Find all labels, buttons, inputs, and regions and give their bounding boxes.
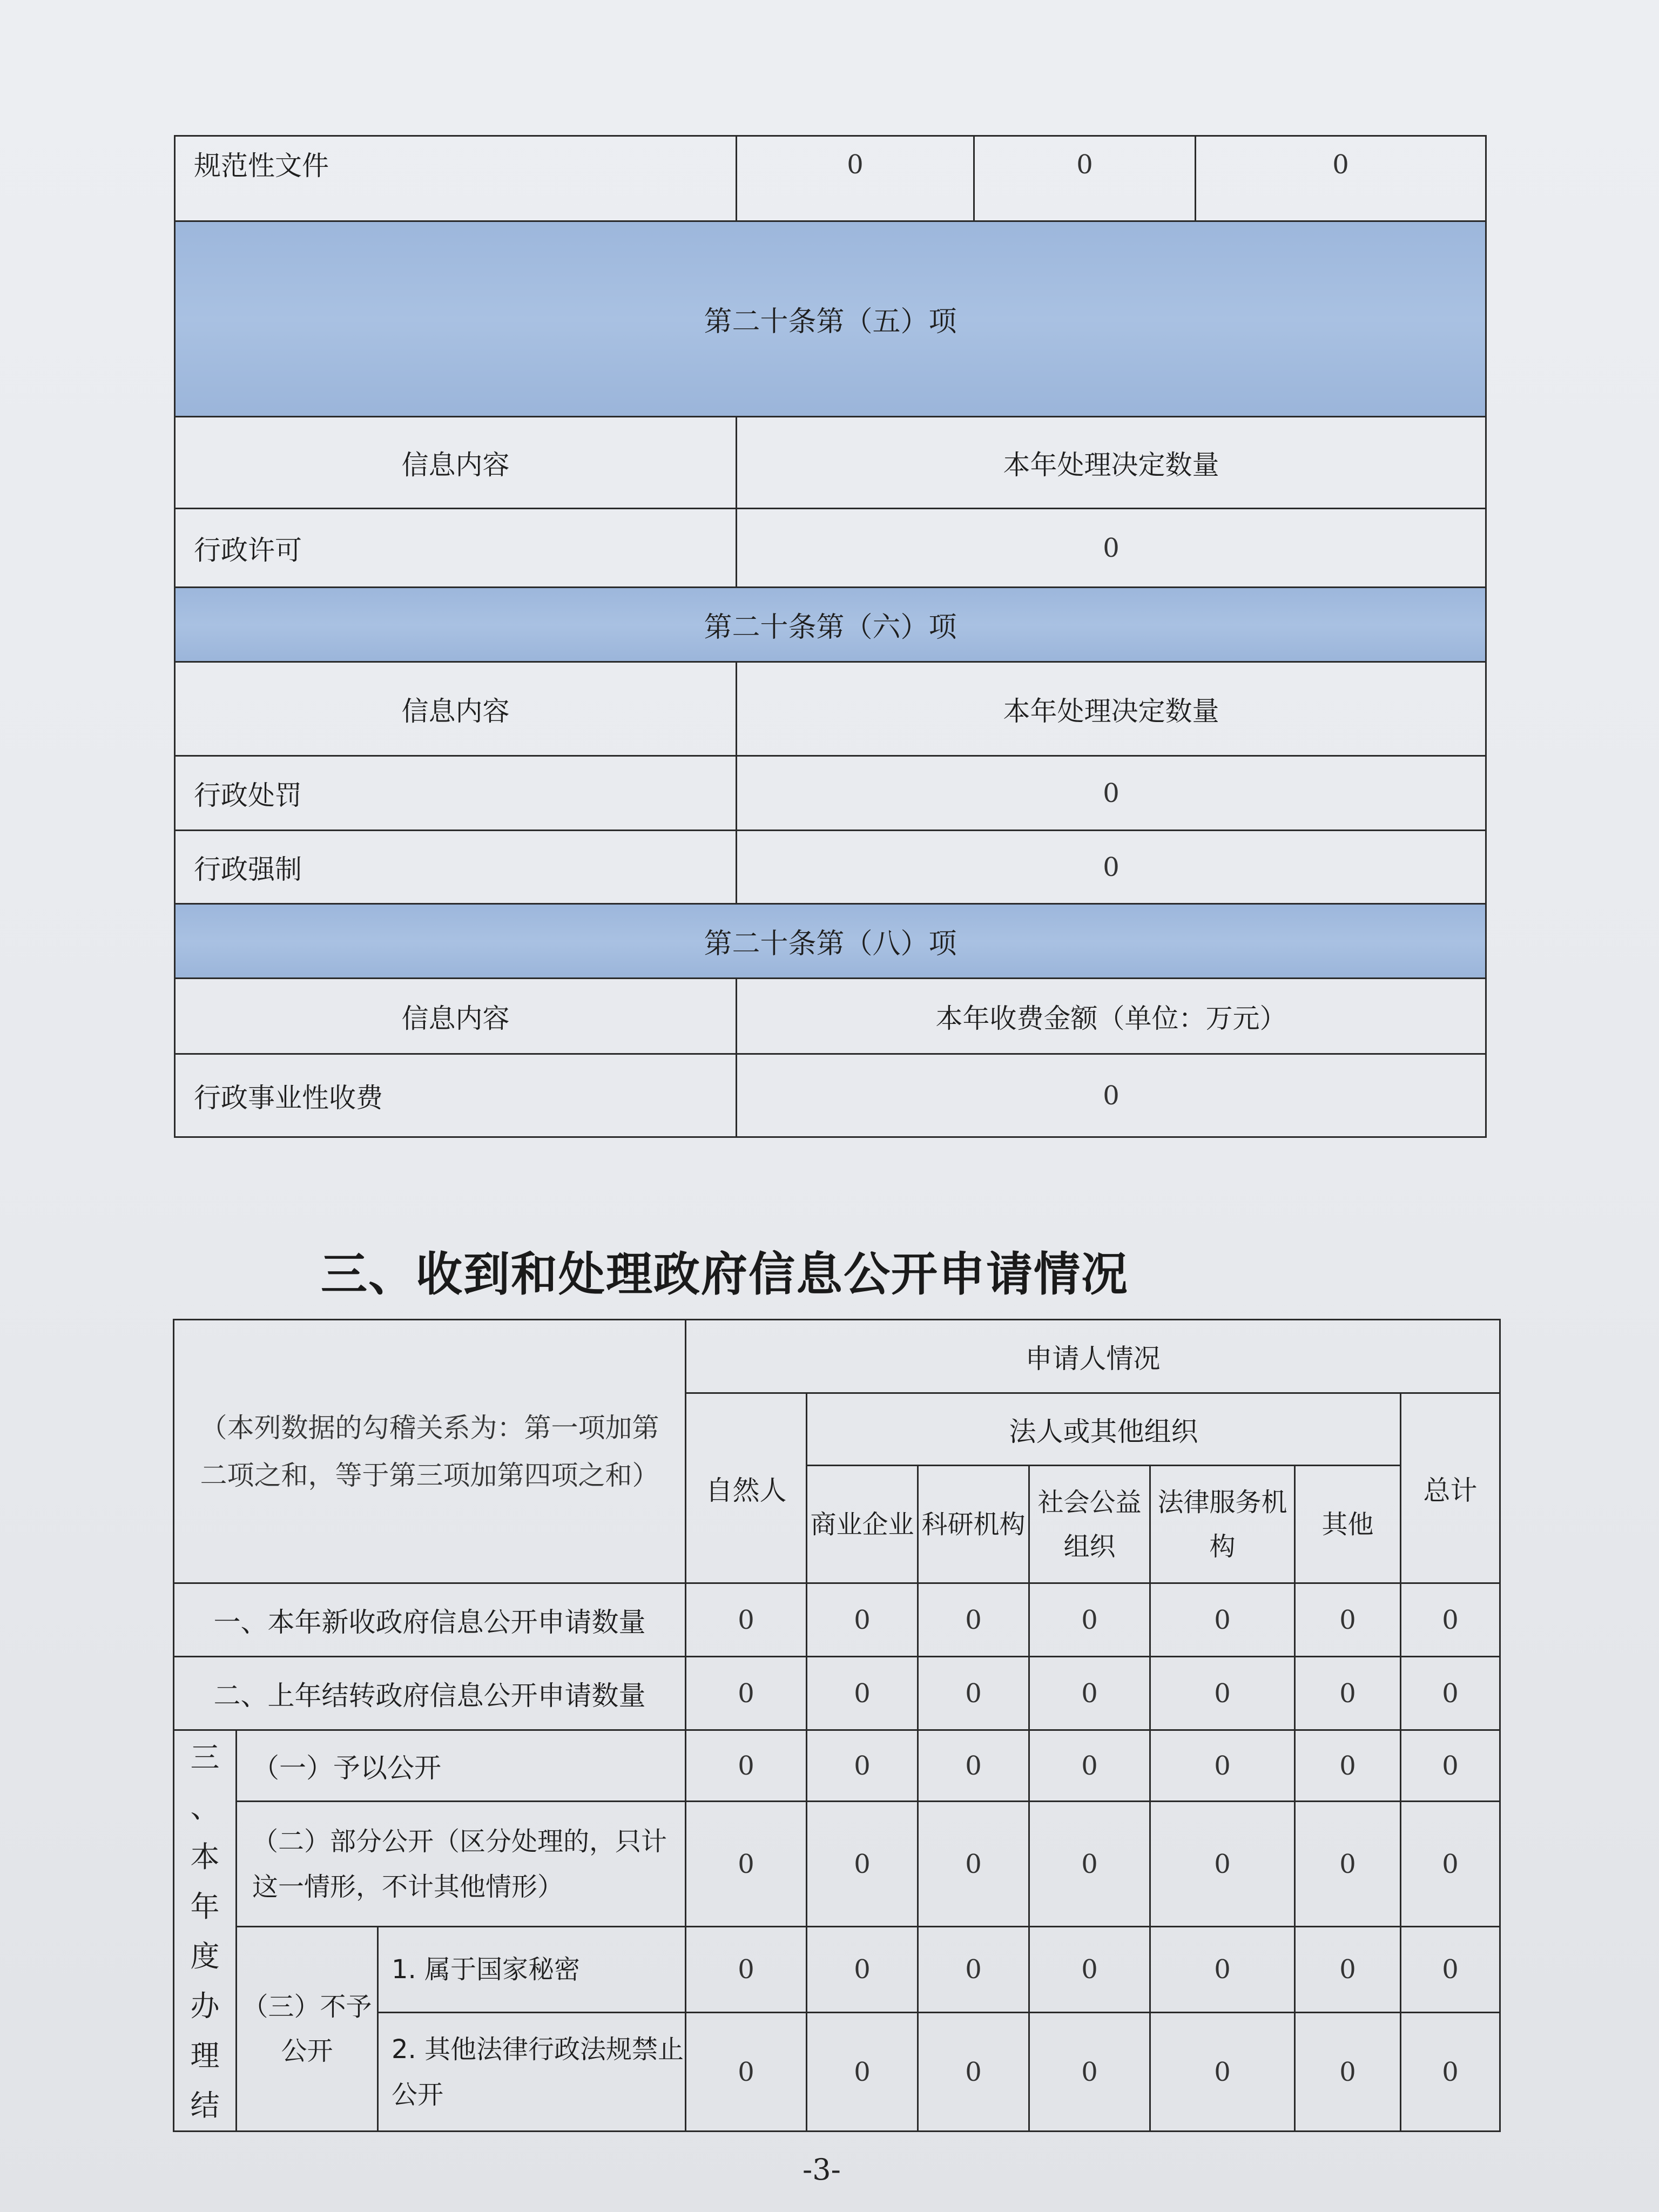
column-header-research: 科研机构 bbox=[918, 1466, 1029, 1583]
table-cell: 0 bbox=[1150, 2013, 1295, 2132]
table-cell: 0 bbox=[1295, 2013, 1401, 2132]
table-cell: 0 bbox=[686, 1802, 807, 1927]
table-row bbox=[175, 221, 1486, 417]
table-cell: 0 bbox=[1295, 1583, 1401, 1657]
column-header-commercial: 商业企业 bbox=[807, 1466, 918, 1583]
table-cell: 0 bbox=[1150, 1583, 1295, 1657]
row-label-carried-over: 二、上年结转政府信息公开申请数量 bbox=[174, 1657, 686, 1730]
table-cell: 0 bbox=[1401, 1730, 1500, 1802]
column-header-value: 本年处理决定数量 bbox=[737, 417, 1486, 509]
row-label-state-secret: 1. 属于国家秘密 bbox=[378, 1927, 686, 2013]
row-label: 行政许可 bbox=[175, 509, 737, 588]
table-cell: 0 bbox=[1029, 1657, 1150, 1730]
table-cell: 0 bbox=[918, 2013, 1029, 2132]
table-cell: 0 bbox=[918, 1927, 1029, 2013]
row-label: 行政强制 bbox=[175, 831, 737, 904]
row-label-not-disclosed: （三）不予公开 bbox=[237, 1927, 378, 2132]
table-cell: 0 bbox=[1295, 1802, 1401, 1927]
table-row bbox=[175, 417, 1486, 509]
table-cell: 0 bbox=[1150, 1657, 1295, 1730]
table-cell: 0 bbox=[1029, 1802, 1150, 1927]
table-row bbox=[175, 831, 1486, 904]
table-cell: 0 bbox=[1295, 1657, 1401, 1730]
column-header-value: 本年处理决定数量 bbox=[737, 662, 1486, 756]
table-cell: 0 bbox=[737, 831, 1486, 904]
table-cell: 0 bbox=[918, 1583, 1029, 1657]
table-row bbox=[174, 1730, 1500, 1802]
table-row bbox=[175, 136, 1486, 221]
table-cell: 0 bbox=[1295, 1730, 1401, 1802]
table-row bbox=[174, 1802, 1500, 1927]
table-row bbox=[175, 662, 1486, 756]
applicant-header: 申请人情况 bbox=[686, 1320, 1500, 1393]
table-row bbox=[174, 1583, 1500, 1657]
normative-docs-label: 规范性文件 bbox=[175, 136, 737, 221]
column-header-value: 本年收费金额（单位：万元） bbox=[737, 979, 1486, 1054]
table-cell: 0 bbox=[737, 509, 1486, 588]
table-cell: 0 bbox=[737, 136, 974, 221]
table-cell: 0 bbox=[807, 1802, 918, 1927]
table-row bbox=[174, 1320, 1500, 1393]
column-header-public-welfare: 社会公益组织 bbox=[1029, 1466, 1150, 1583]
table-cell: 0 bbox=[686, 2013, 807, 2132]
table-cell: 0 bbox=[1029, 1730, 1150, 1802]
table-cell: 0 bbox=[686, 1730, 807, 1802]
table-cell: 0 bbox=[686, 1927, 807, 2013]
table-cell: 0 bbox=[1150, 1802, 1295, 1927]
table-cell: 0 bbox=[807, 2013, 918, 2132]
table-row bbox=[175, 904, 1486, 979]
row-label: 行政处罚 bbox=[175, 756, 737, 831]
table-cell: 0 bbox=[1401, 1927, 1500, 2013]
legal-person-header: 法人或其他组织 bbox=[807, 1393, 1401, 1466]
table-cell: 0 bbox=[1029, 2013, 1150, 2132]
table-cell: 0 bbox=[807, 1927, 918, 2013]
column-header-legal-services: 法律服务机构 bbox=[1150, 1466, 1295, 1583]
page-number: -3- bbox=[802, 2153, 841, 2187]
total-header: 总计 bbox=[1401, 1393, 1500, 1583]
table-cell: 0 bbox=[1150, 1730, 1295, 1802]
table-cell: 0 bbox=[918, 1657, 1029, 1730]
column-header-other: 其他 bbox=[1295, 1466, 1401, 1583]
application-statistics-table bbox=[173, 1319, 1501, 2132]
disclosure-table-article-20 bbox=[174, 135, 1487, 1138]
table-row bbox=[175, 1054, 1486, 1137]
table-row bbox=[175, 509, 1486, 588]
table-cell: 0 bbox=[807, 1583, 918, 1657]
table-cell: 0 bbox=[807, 1730, 918, 1802]
table-row bbox=[175, 756, 1486, 831]
column-header-content: 信息内容 bbox=[175, 662, 737, 756]
table-row bbox=[175, 979, 1486, 1054]
table-cell: 0 bbox=[918, 1802, 1029, 1927]
table-cell: 0 bbox=[1150, 1927, 1295, 2013]
column-header-content: 信息内容 bbox=[175, 979, 737, 1054]
table-cell: 0 bbox=[1401, 1802, 1500, 1927]
row-group-label-processing-results: 三 、 本 年 度 办 理 结 bbox=[174, 1730, 237, 2132]
table-cell: 0 bbox=[918, 1730, 1029, 1802]
section-header-5: 第二十条第（五）项 bbox=[175, 221, 1486, 417]
row-label-partially-disclosed: （二）部分公开（区分处理的，只计这一情形，不计其他情形） bbox=[237, 1802, 686, 1927]
table-row bbox=[174, 1927, 1500, 2013]
row-label: 行政事业性收费 bbox=[175, 1054, 737, 1137]
table-cell: 0 bbox=[737, 1054, 1486, 1137]
table-cell: 0 bbox=[807, 1657, 918, 1730]
column-header-content: 信息内容 bbox=[175, 417, 737, 509]
table-cell: 0 bbox=[686, 1657, 807, 1730]
row-label-prohibited-by-law: 2. 其他法律行政法规禁止公开 bbox=[378, 2013, 686, 2132]
natural-person-header: 自然人 bbox=[686, 1393, 807, 1583]
table-cell: 0 bbox=[737, 756, 1486, 831]
table-cell: 0 bbox=[1196, 136, 1486, 221]
table-cell: 0 bbox=[1401, 1583, 1500, 1657]
table-cell: 0 bbox=[1401, 2013, 1500, 2132]
consistency-note: （本列数据的勾稽关系为：第一项加第二项之和，等于第三项加第四项之和） bbox=[174, 1320, 686, 1583]
table-row bbox=[174, 1657, 1500, 1730]
table-cell: 0 bbox=[1401, 1657, 1500, 1730]
section-header-6: 第二十条第（六）项 bbox=[175, 588, 1486, 662]
table-row bbox=[175, 588, 1486, 662]
section-header-8: 第二十条第（八）项 bbox=[175, 904, 1486, 979]
section-title: 三、收到和处理政府信息公开申请情况 bbox=[321, 1247, 1129, 1301]
row-label-disclosed: （一）予以公开 bbox=[237, 1730, 686, 1802]
table-cell: 0 bbox=[1029, 1583, 1150, 1657]
table-cell: 0 bbox=[974, 136, 1196, 221]
row-label-new-applications: 一、本年新收政府信息公开申请数量 bbox=[174, 1583, 686, 1657]
table-cell: 0 bbox=[686, 1583, 807, 1657]
table-cell: 0 bbox=[1029, 1927, 1150, 2013]
table-cell: 0 bbox=[1295, 1927, 1401, 2013]
